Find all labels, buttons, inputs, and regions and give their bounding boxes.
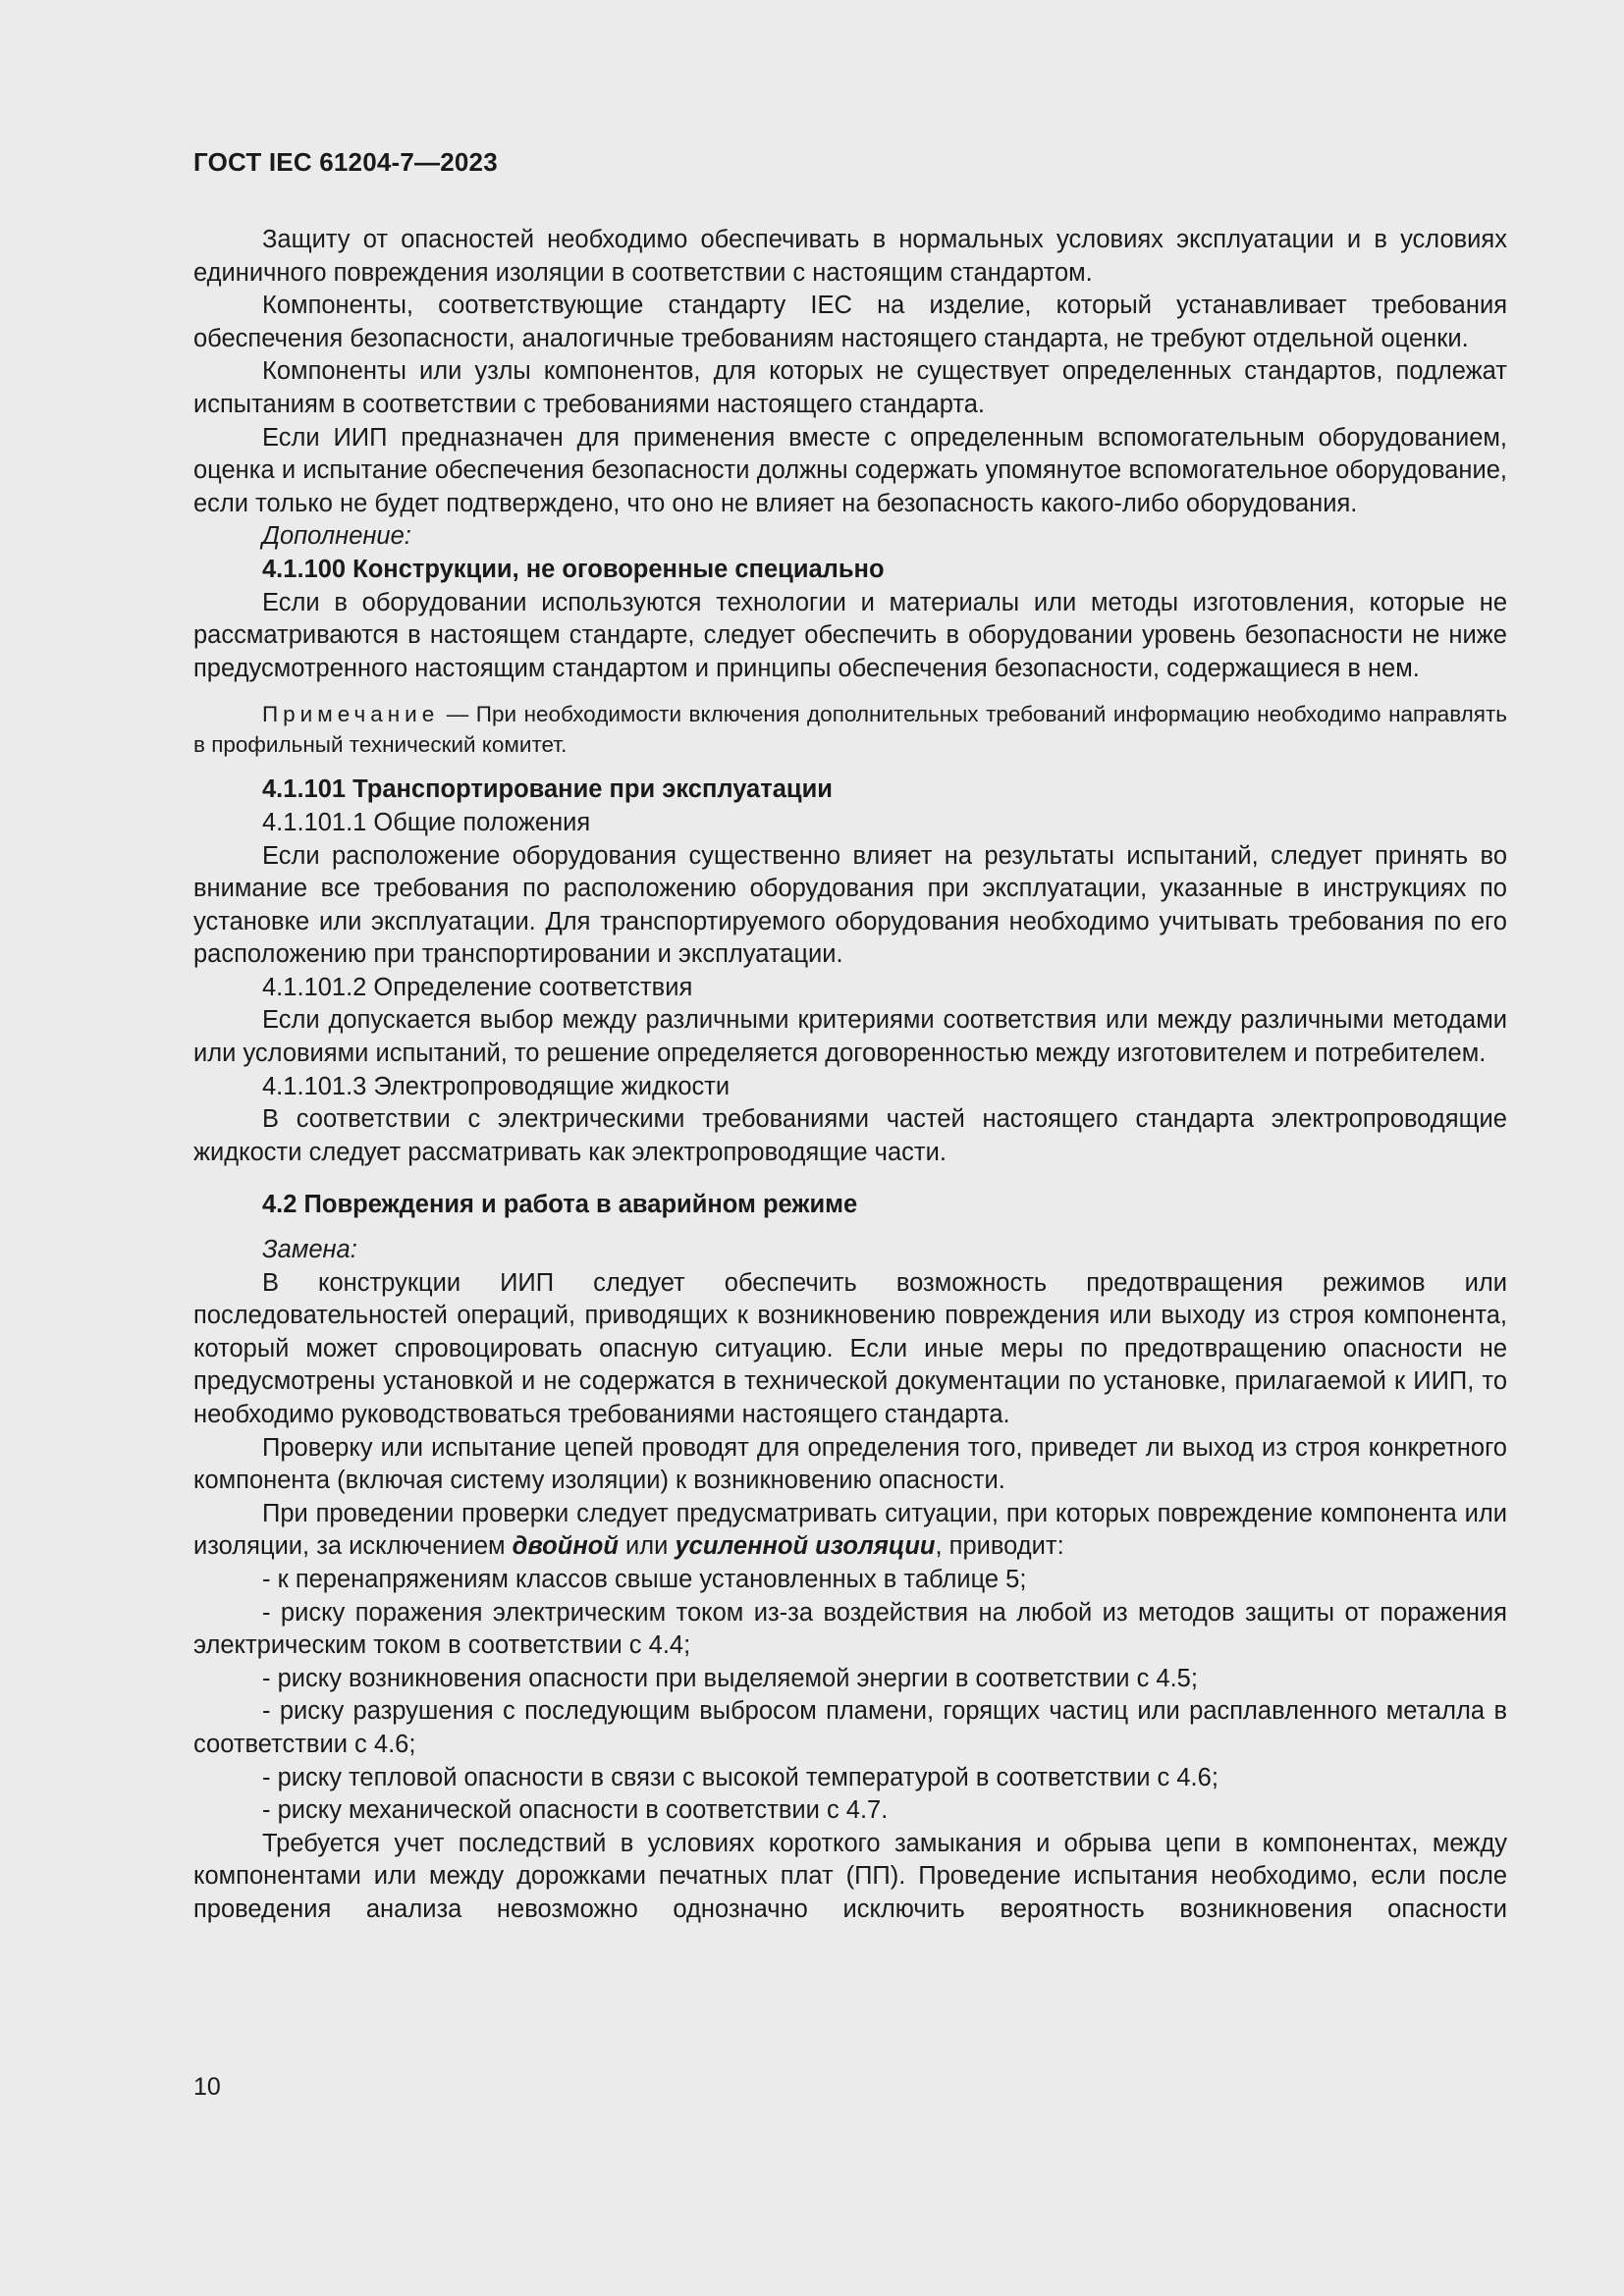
note-text: — При необходимости включения дополнительных требований информацию необходимо направлять в профильный технический комитет. (193, 702, 1507, 758)
note-label: Примечание (262, 702, 440, 727)
section-heading-4-1-100: 4.1.100 Конструкции, не оговоренные специально (262, 555, 885, 583)
subsection-heading-4-1-101-1: 4.1.101.1 Общие положения (262, 808, 591, 836)
subsection-heading-4-1-101-3: 4.1.101.3 Электропроводящие жидкости (262, 1072, 731, 1100)
emphasis-reinforced-insulation: усиленной изоляции (675, 1532, 936, 1561)
paragraph: Если в оборудовании используются технологии и материалы или методы изготовления, которые не рассматриваются в настоящем стандарте, следует обеспечить в оборудовании уровень безопасности не ниже предусмотренного настоящим стандартом и принципы обеспечения безопасности, содержащиеся в нем. (193, 588, 1507, 682)
list-item: - риску механической опасности в соответствии с 4.7. (262, 1796, 889, 1825)
paragraph: Требуется учет последствий в условиях короткого замыкания и обрыва цепи в компонентах, между компонентами или между дорожками печатных плат (ПП). Проведение испытания необходимо, если после проведения анализа невозможно однозначно исключить вероятность возникновения опасности (193, 1829, 1507, 1923)
document-header: ГОСТ IEC 61204-7—2023 (193, 147, 498, 177)
emphasis-double: двойной (512, 1532, 619, 1561)
paragraph: В конструкции ИИП следует обеспечить возможность предотвращения режимов или последовательностей операций, приводящих к возникновению повреждения или выходу из строя компонента, который может спровоцировать опасную ситуацию. Если иные меры по предотвращению опасности не предусмотрены установкой и не содержатся в технической документации по установке, прилагаемой к ИИП, то необходимо руководствоваться требованиями настоящего стандарта. (193, 1268, 1507, 1428)
paragraph: Если расположение оборудования существенно влияет на результаты испытаний, следует принять во внимание все требования по расположению оборудования при эксплуатации, указанные в инструкциях по установке или эксплуатации. Для транспортируемого оборудования необходимо учитывать требования по его расположению при транспортировании и эксплуатации. (193, 841, 1507, 969)
list-item: - риску возникновения опасности при выделяемой энергии в соответствии с 4.5; (262, 1664, 1198, 1692)
list-item: - риску поражения электрическим током из-за воздействия на любой из методов защиты от поражения электрическим током в соответствии с 4.4; (193, 1598, 1507, 1660)
section-heading-4-2: 4.2 Повреждения и работа в аварийном режиме (262, 1191, 858, 1219)
replacement-label: Замена: (262, 1236, 357, 1264)
paragraph: Если ИИП предназначен для применения вместе с определенным вспомогательным оборудованием, оценка и испытание обеспечения безопасности должны содержать упомянутое вспомогательное оборудование, если только не будет подтверждено, что оно не влияет на безопасность какого-либо оборудования. (193, 423, 1507, 517)
section-heading-4-1-101: 4.1.101 Транспортирование при эксплуатации (262, 775, 833, 804)
list-item: - к перенапряжениям классов свыше установленных в таблице 5; (262, 1565, 1027, 1593)
text-run: При проведении проверки следует предусматривать ситуации, при которых повреждение компонента или изоляции, за исключением (193, 1499, 1507, 1561)
text-run: , приводит: (935, 1532, 1064, 1561)
subsection-heading-4-1-101-2: 4.1.101.2 Определение соответствия (262, 973, 693, 1001)
text-run: или (618, 1532, 676, 1561)
addition-label: Дополнение: (262, 522, 411, 551)
note (193, 699, 1507, 760)
paragraph: Если допускается выбор между различными критериями соответствия или между различными методами или условиями испытаний, то решение определяется договоренностью между изготовителем и потребителем. (193, 1006, 1507, 1068)
list-item: - риску тепловой опасности в связи с высокой температурой в соответствии с 4.6; (262, 1763, 1218, 1791)
paragraph: В соответствии с электрическими требованиями частей настоящего стандарта электропроводящие жидкости следует рассматривать как электропроводящие части. (193, 1105, 1507, 1166)
page-number: 10 (193, 2073, 221, 2101)
paragraph: Проверку или испытание цепей проводят для определения того, приведет ли выход из строя конкретного компонента (включая систему изоляции) к возникновению опасности. (193, 1433, 1507, 1495)
paragraph (193, 1498, 1507, 1564)
document-body (193, 224, 1507, 1927)
paragraph: Защиту от опасностей необходимо обеспечивать в нормальных условиях эксплуатации и в условиях единичного повреждения изоляции в соответствии с настоящим стандартом. (193, 226, 1507, 287)
paragraph: Компоненты или узлы компонентов, для которых не существует определенных стандартов, подлежат испытаниям в соответствии с требованиями настоящего стандарта. (193, 357, 1507, 418)
paragraph: Компоненты, соответствующие стандарту IEC на изделие, который устанавливает требования обеспечения безопасности, аналогичные требованиям настоящего стандарта, не требуют отдельной оценки. (193, 292, 1507, 352)
list-item: - риску разрушения с последующим выбросом пламени, горящих частиц или расплавленного металла в соответствии с 4.6; (193, 1697, 1507, 1758)
